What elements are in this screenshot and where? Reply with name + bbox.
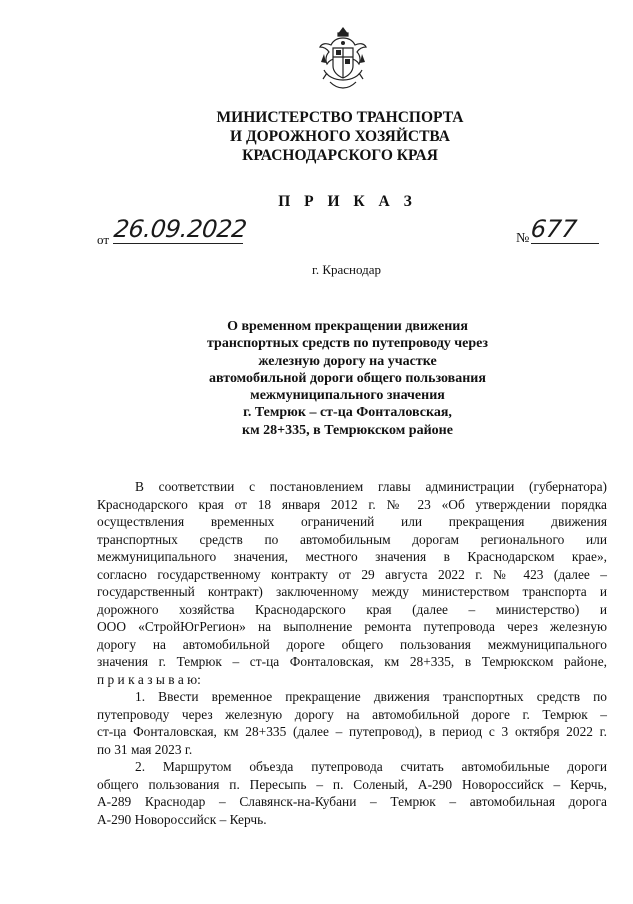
preamble-line: В соответствии с постановлением главы администрации (губернатора) (135, 479, 607, 494)
preamble-line: осуществления временных ограничений или прекращения движения (97, 514, 607, 529)
handwritten-date: 26.09.2022 (112, 215, 248, 243)
city: г. Краснодар (311, 262, 382, 277)
handwritten-number: 677 (529, 215, 579, 243)
ministry-line: МИНИСТЕРСТВО ТРАНСПОРТА (216, 109, 464, 126)
preamble-line: государственный контракт) заключенному между министерством транспорта и (97, 584, 607, 599)
preamble-line: значения г. Темрюк – ст-ца Фонталовская, км 28+335, в Темрюкском районе, (97, 654, 607, 669)
ministry-line: КРАСНОДАРСКОГО КРАЯ (242, 147, 438, 164)
title-line: г. Темрюк – ст-ца Фонталовская, (243, 405, 452, 421)
item-1-line: 1. Ввести временное прекращение движения транспортных средств по (135, 689, 607, 704)
item-1-line: по 31 мая 2023 г. (97, 741, 193, 757)
ministry-line: И ДОРОЖНОГО ХОЗЯЙСТВА (230, 128, 450, 145)
date-label: от (97, 232, 110, 247)
document-body (97, 478, 607, 828)
preamble-line: транспортных средств по автомобильным дорогам регионального или (97, 531, 607, 547)
item-1-line: ст-ца Фонталовская, км 28+335 (далее – путепровод), в период с 3 октября 2022 г. (97, 724, 607, 739)
document-title (160, 318, 535, 439)
preamble-line: дорожного хозяйства Краснодарского края (далее – министерство) и (97, 601, 607, 617)
title-line: км 28+335, в Темрюкском районе (242, 422, 453, 438)
document-type: П Р И К А З (278, 193, 417, 210)
order-word: п р и к а з ы в а ю: (97, 671, 201, 687)
title-line: транспортных средств по путепроводу через (206, 336, 489, 352)
title-line: О временном прекращении движения (227, 319, 468, 334)
item-2-line: общего пользования п. Пересыпь – п. Соленый, А-290 Новороссийск – Керчь, (97, 776, 607, 792)
item-2-line: А-289 Краснодар – Славянск-на-Кубани – Темрюк – автомобильная дорога (97, 794, 607, 809)
date-underline (113, 243, 243, 244)
item-2-line: 2. Маршрутом объезда путепровода считать автомобильные дороги (135, 759, 607, 774)
item-2-line: А-290 Новороссийск – Керчь. (97, 811, 267, 827)
preamble-line: ООО «СтройЮгРегион» на выполнение ремонта путепровода через железную (97, 619, 607, 634)
preamble-line: дорогу на автомобильной дороге общего пользования межмуниципального (97, 636, 607, 652)
number-underline (531, 243, 599, 244)
title-line: автомобильной дороги общего пользования (209, 370, 486, 386)
ministry-name (200, 108, 480, 165)
preamble-line: Краснодарского края от 18 января 2012 г. № 23 «Об утверждении порядка (97, 496, 607, 512)
item-1-line: путепроводу через железную дорогу на автомобильной дороге г. Темрюк – (97, 706, 607, 722)
coat-of-arms-icon (318, 26, 368, 92)
number-label: № (516, 231, 530, 246)
preamble-line: межмуниципального значения, местного значения в Краснодарском крае», (97, 549, 607, 564)
title-line: межмуниципального значения (250, 388, 445, 404)
preamble-line: согласно государственному контракту от 29 августа 2022 г. № 423 (далее – (97, 566, 607, 582)
title-line: железную дорогу на участке (258, 353, 437, 369)
